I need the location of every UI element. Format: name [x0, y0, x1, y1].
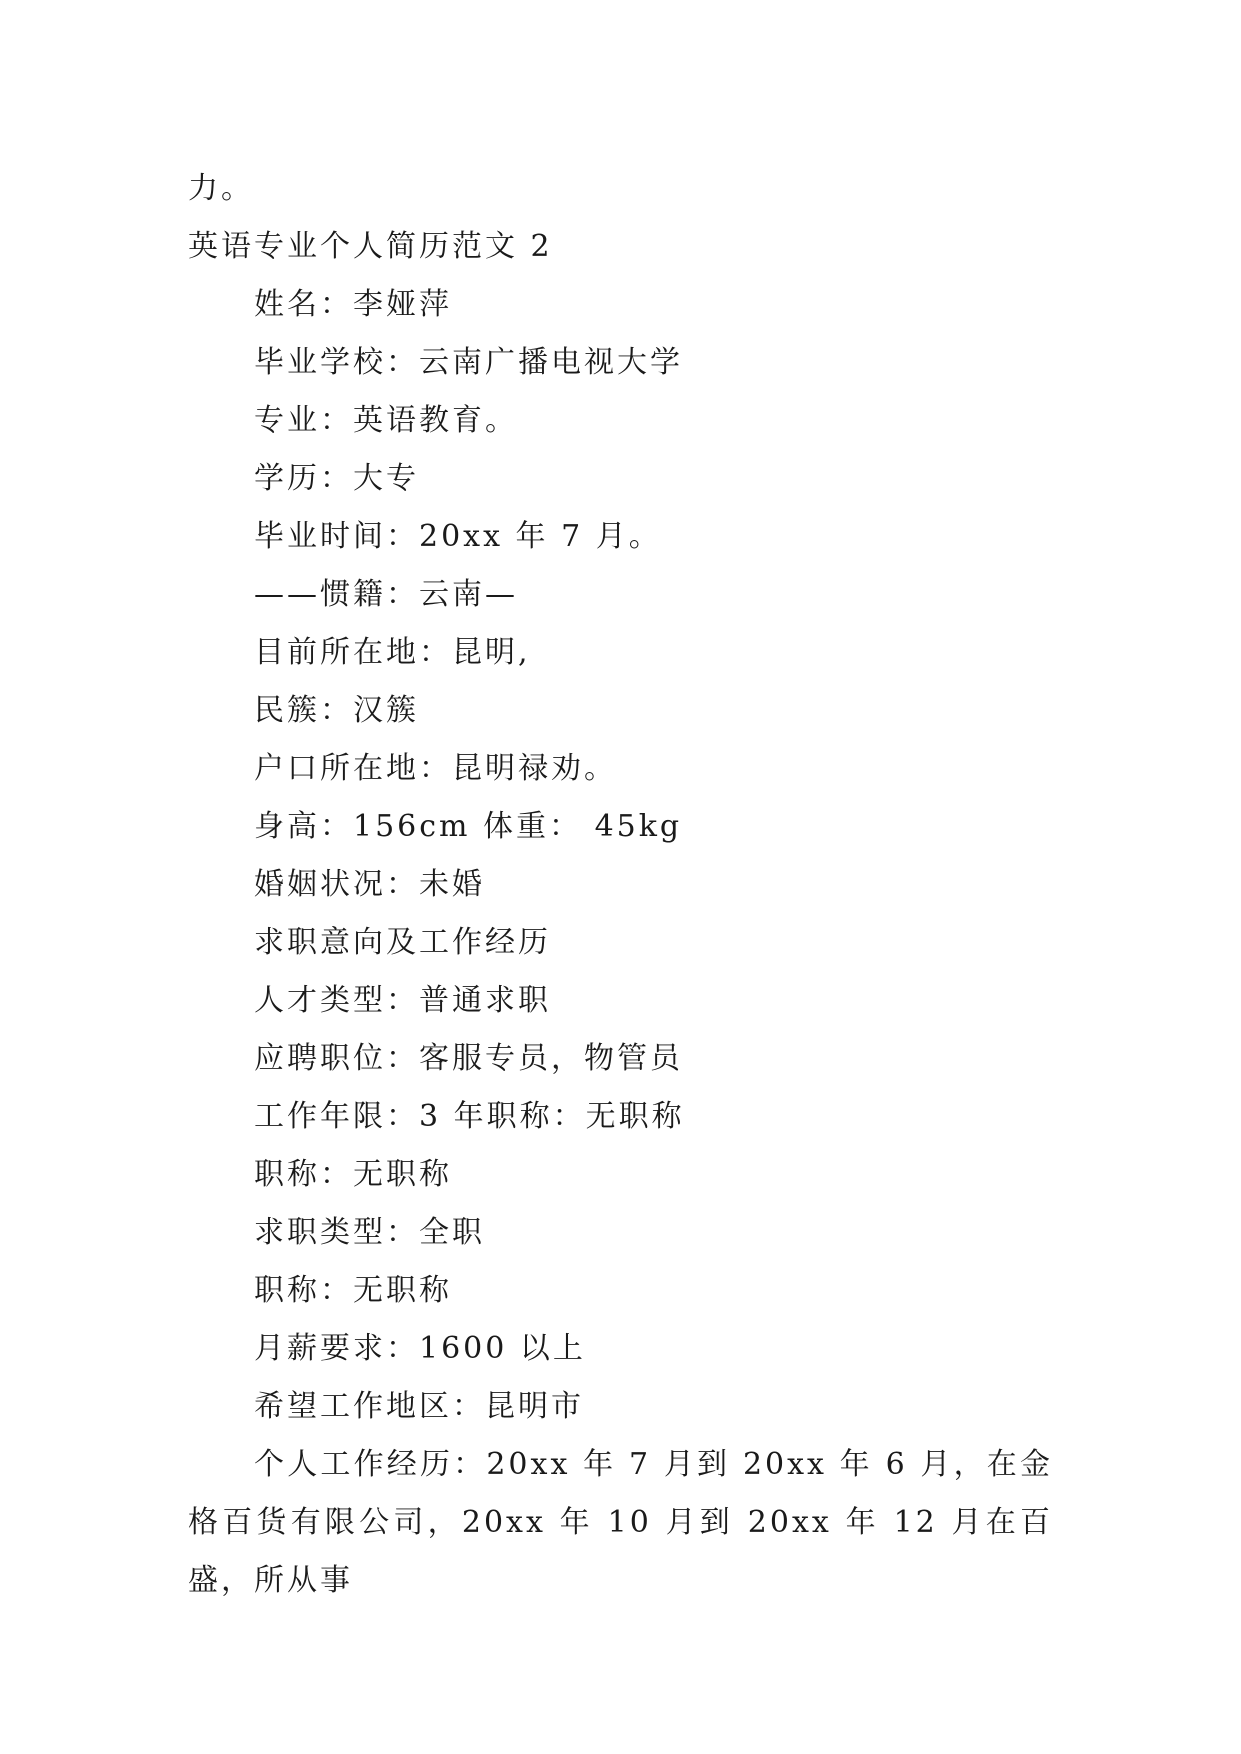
field-title-repeat: 职称：无职称: [254, 1273, 452, 1308]
field-work-area: 希望工作地区：昆明市: [254, 1389, 584, 1424]
section-heading: 英语专业个人简历范文 2: [188, 229, 553, 264]
field-major: 专业：英语教育。: [254, 403, 518, 438]
field-education: 学历：大专: [254, 461, 419, 496]
field-salary: 月薪要求：1600 以上: [254, 1331, 586, 1366]
field-school: 毕业学校：云南广播电视大学: [254, 345, 683, 380]
document-page: [188, 160, 1053, 1610]
field-graduation-time: 毕业时间：20xx 年 7 月。: [254, 519, 662, 554]
field-job-type: 求职类型：全职: [254, 1215, 485, 1250]
field-native-place: ——惯籍：云南—: [254, 577, 518, 612]
field-marital-status: 婚姻状况：未婚: [254, 867, 485, 902]
field-position: 应聘职位：客服专员，物管员: [254, 1041, 683, 1076]
field-household-registration: 户口所在地：昆明禄劝。: [254, 751, 617, 786]
field-name: 姓名：李娅萍: [254, 287, 452, 322]
field-ethnicity: 民簇：汉簇: [254, 693, 419, 728]
text-fragment: 力。: [188, 171, 254, 206]
experience-paragraph: 个人工作经历：20xx 年 7 月到 20xx 年 6 月，在金格百货有限公司，20xx 年 10 月到 20xx 年 12 月在百盛，所从事: [188, 1447, 1053, 1598]
field-current-location: 目前所在地：昆明,: [254, 635, 531, 670]
field-talent-type: 人才类型：普通求职: [254, 983, 551, 1018]
field-work-years: 工作年限：3 年职称：无职称: [254, 1099, 685, 1134]
field-height-weight: 身高：156cm 体重： 45kg: [254, 809, 683, 844]
subsection-heading: 求职意向及工作经历: [254, 925, 551, 960]
field-title: 职称：无职称: [254, 1157, 452, 1192]
